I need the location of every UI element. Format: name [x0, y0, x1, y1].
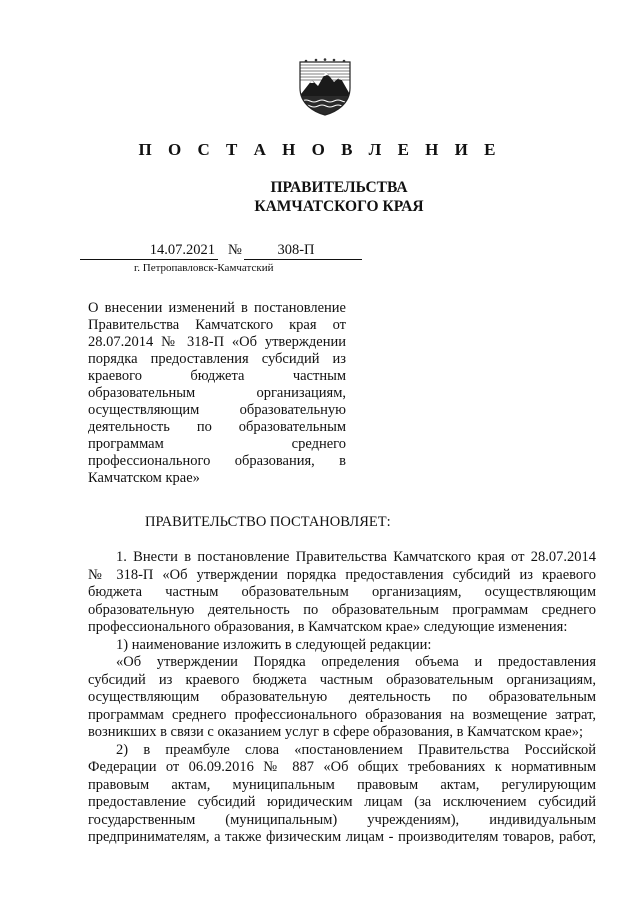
decree-heading: ПРАВИТЕЛЬСТВО ПОСТАНОВЛЯЕТ:: [145, 514, 391, 530]
body-line: государственным (муниципальным) учреждениям), индивидуальным: [88, 811, 596, 828]
subject-line: порядка предоставления субсидий из: [88, 351, 346, 367]
body-line: осуществляющим образовательную деятельность по образовательным: [88, 689, 596, 705]
body-line: «Об утверждении Порядка определения объема и предоставления: [116, 654, 596, 670]
organization-name: [0, 178, 640, 216]
organization-line-2: КАМЧАТСКОГО КРАЯ: [254, 198, 424, 215]
subject-line: Правительства Камчатского края от: [88, 317, 346, 333]
body-line: предоставление субсидий юридическим лицам (за исключением субсидий: [88, 794, 596, 810]
document-type-title: П О С Т А Н О В Л Е Н И Е: [138, 140, 502, 159]
subject-line: краевого бюджета частным: [88, 368, 346, 384]
issue-city: г. Петропавловск-Камчатский: [134, 262, 274, 274]
document-number: 308-П: [244, 242, 362, 260]
body-line: образовательную деятельность по образовательным программам среднего: [88, 601, 596, 618]
subject-line: программам среднего: [88, 436, 346, 452]
number-sign: №: [228, 242, 242, 258]
body-line: правовым актам, муниципальным правовым актам, регулирующим: [88, 776, 596, 793]
body-line: возникших в связи с оказанием услуг в сфере образования, в Камчатском крае»;: [88, 724, 584, 740]
subject-line: деятельность по образовательным: [88, 419, 346, 435]
body-line: 2) в преамбуле слова «постановлением Правительства Российской: [116, 741, 596, 758]
kamchatka-coat-of-arms-icon: [296, 58, 354, 116]
subject-line: осуществляющим образовательную: [88, 402, 346, 418]
subject-line: 28.07.2014 № 318-П «Об утверждении: [88, 334, 346, 350]
body-line: профессионального образования, в Камчатском крае» следующие изменения:: [88, 619, 568, 635]
subject-line: образовательным организациям,: [88, 385, 346, 401]
subject-line: Камчатском крае»: [88, 470, 200, 486]
body-line: 1) наименование изложить в следующей редакции:: [116, 636, 432, 653]
subject-line: О внесении изменений в постановление: [88, 300, 346, 316]
body-line: предпринимателям, а также физическим лицам - производителям товаров, работ,: [88, 829, 596, 845]
body-line: бюджета частным образовательным организациям, осуществляющим: [88, 584, 596, 600]
organization-line-1: ПРАВИТЕЛЬСТВА: [270, 179, 408, 196]
body-line: 1. Внести в постановление Правительства Камчатского края от 28.07.2014: [116, 549, 596, 565]
body-line: программам среднего профессионального образования на возмещение затрат,: [88, 706, 596, 723]
body-line: № 318-П «Об утверждении порядка предоставления субсидий из краевого: [88, 566, 596, 583]
document-body: [88, 549, 596, 847]
document-date: 14.07.2021: [80, 242, 218, 260]
document-subject: [88, 300, 346, 487]
subject-line: профессионального образования, в: [88, 453, 346, 469]
body-line: Федерации от 06.09.2016 № 887 «Об общих требованиях к нормативным: [88, 759, 596, 775]
body-line: субсидий из краевого бюджета частным образовательным организациям,: [88, 671, 596, 688]
